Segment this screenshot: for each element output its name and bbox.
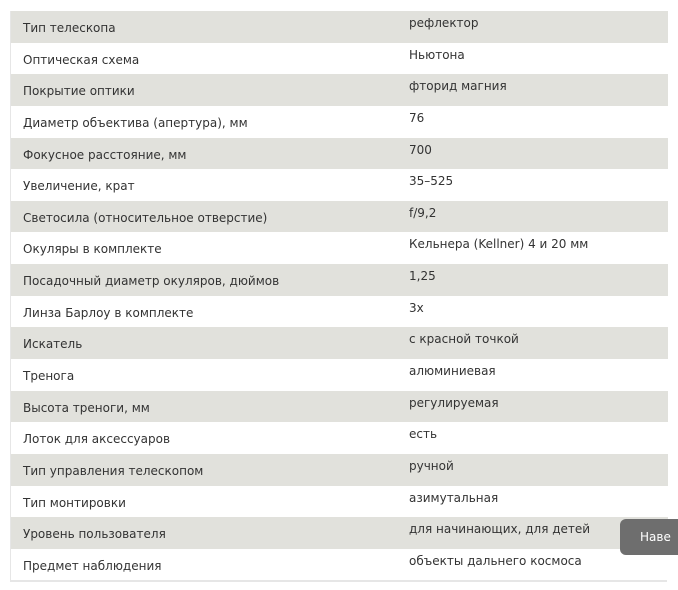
spec-name: Диаметр объектива (апертура), мм [23, 115, 248, 130]
table-bottom-divider [10, 580, 667, 582]
table-row [11, 486, 668, 518]
spec-value: есть [409, 427, 438, 442]
table-row [11, 43, 668, 75]
table-row [11, 74, 668, 106]
spec-name: Высота треноги, мм [23, 400, 150, 415]
spec-name: Фокусное расстояние, мм [23, 147, 187, 162]
spec-name: Тренога [23, 369, 75, 384]
spec-name: Тип монтировки [23, 495, 126, 510]
table-row [11, 201, 668, 233]
spec-value: объекты дальнего космоса [409, 553, 582, 568]
spec-value: Кельнера (Kellner) 4 и 20 мм [409, 237, 589, 252]
spec-name: Покрытие оптики [23, 84, 135, 99]
table-row [11, 106, 668, 138]
table-row [11, 391, 668, 423]
table-row [11, 138, 668, 170]
spec-value: ручной [409, 458, 454, 473]
spec-name: Светосила (относительное отверстие) [23, 210, 268, 225]
table-row [11, 359, 668, 391]
spec-name: Увеличение, крат [23, 179, 135, 194]
spec-value: фторид магния [409, 79, 507, 94]
table-row [11, 169, 668, 201]
table-row [11, 11, 668, 43]
spec-name: Тип телескопа [23, 21, 116, 35]
spec-name: Тип управления телескопом [23, 463, 204, 478]
spec-value: 1,25 [409, 269, 436, 284]
spec-value: 700 [409, 142, 432, 157]
spec-value: с красной точкой [409, 332, 519, 347]
table-row [11, 327, 668, 359]
spec-name: Оптическая схема [23, 52, 140, 67]
spec-value: f/9,2 [409, 205, 437, 220]
table-row [11, 549, 668, 581]
spec-name: Лоток для аксессуаров [23, 432, 171, 447]
table-row [11, 422, 668, 454]
table-row [11, 517, 668, 549]
spec-value: Ньютона [409, 47, 465, 62]
table-row [11, 454, 668, 486]
spec-value: для начинающих, для детей [409, 522, 591, 537]
spec-value: 3x [409, 300, 424, 315]
spec-value: 35–525 [409, 174, 454, 189]
spec-value: азимутальная [409, 490, 499, 505]
spec-name: Посадочный диаметр окуляров, дюймов [23, 274, 280, 289]
spec-name: Окуляры в комплекте [23, 242, 162, 257]
spec-name: Предмет наблюдения [23, 558, 162, 573]
spec-name: Уровень пользователя [23, 527, 166, 542]
spec-value: алюминиевая [409, 364, 496, 379]
table-row [11, 296, 668, 328]
spec-name: Искатель [23, 337, 83, 352]
navigation-tab-button[interactable]: Наве [620, 519, 678, 555]
table-row [11, 264, 668, 296]
spec-name: Линза Барлоу в комплекте [23, 305, 194, 320]
specs-table [10, 11, 668, 581]
spec-value: регулируемая [409, 395, 499, 410]
spec-value: рефлектор [409, 16, 479, 30]
spec-value: 76 [409, 110, 425, 125]
table-row [11, 232, 668, 264]
